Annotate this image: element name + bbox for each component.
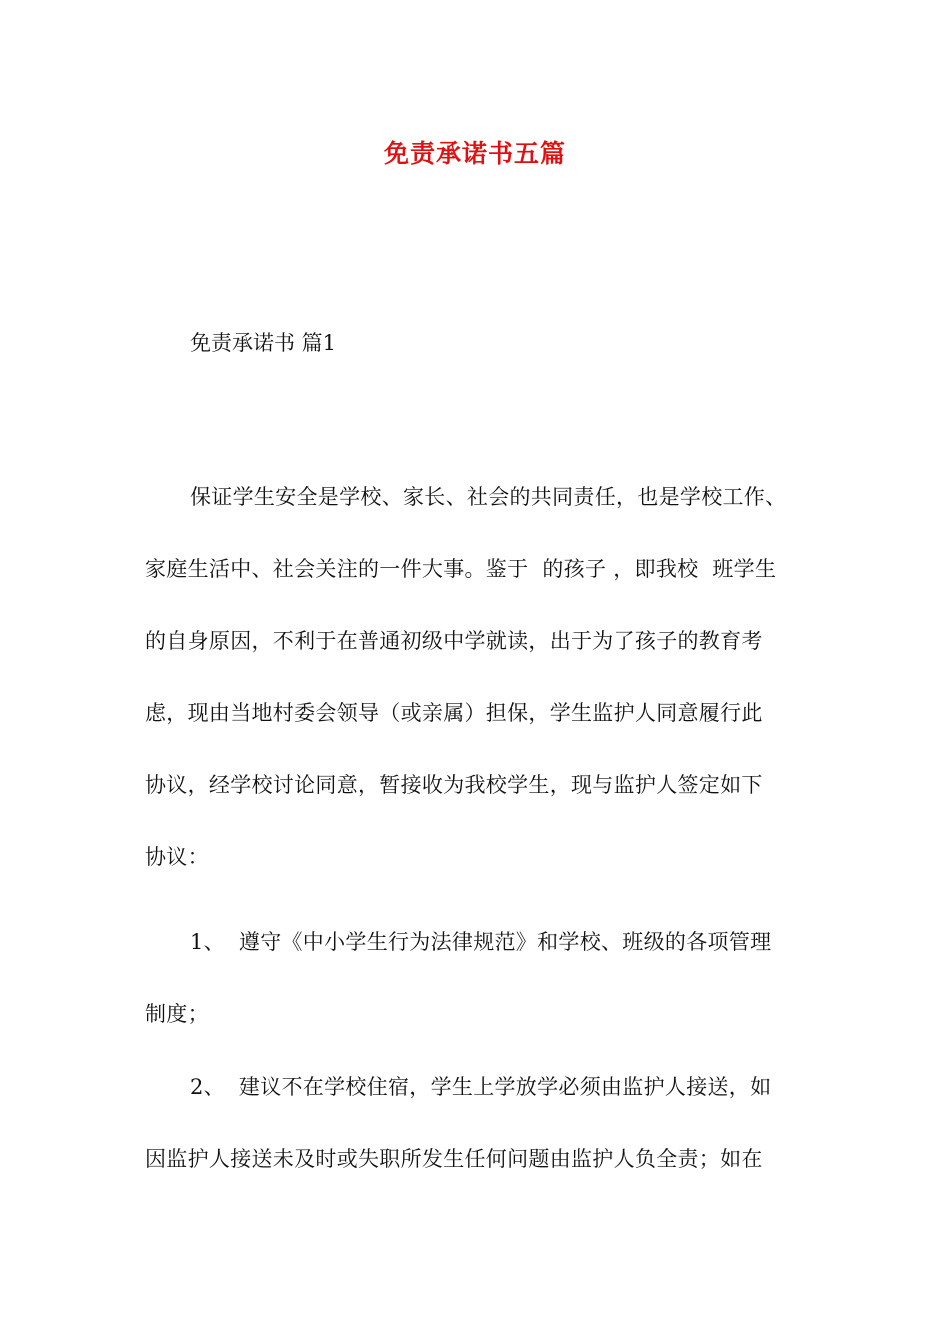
section-heading: 免责承诺书 篇1 — [190, 331, 337, 355]
paragraph-line: 保证学生安全是学校、家长、社会的共同责任，也是学校工作、 — [190, 485, 787, 509]
paragraph-line: 协议，经学校讨论同意，暂接收为我校学生，现与监护人签定如下 — [145, 773, 763, 797]
paragraph-line: 的自身原因，不利于在普通初级中学就读，出于为了孩子的教育考 — [145, 629, 763, 653]
list-item-line: 1、 遵守《中小学生行为法律规范》和学校、班级的各项管理 — [190, 930, 772, 954]
document-title: 免责承诺书五篇 — [383, 139, 566, 168]
paragraph-line: 协议： — [145, 845, 209, 869]
paragraph-line: 虑，现由当地村委会领导（或亲属）担保，学生监护人同意履行此 — [145, 701, 763, 725]
paragraph-line: 家庭生活中、社会关注的一件大事。鉴于 的孩子 ，即我校 班学生 — [145, 557, 777, 581]
list-item-line: 制度； — [145, 1002, 209, 1026]
list-item-line: 因监护人接送未及时或失职所发生任何问题由监护人负全责；如在 — [145, 1147, 763, 1171]
list-item-line: 2、 建议不在学校住宿，学生上学放学必须由监护人接送，如 — [190, 1075, 772, 1099]
